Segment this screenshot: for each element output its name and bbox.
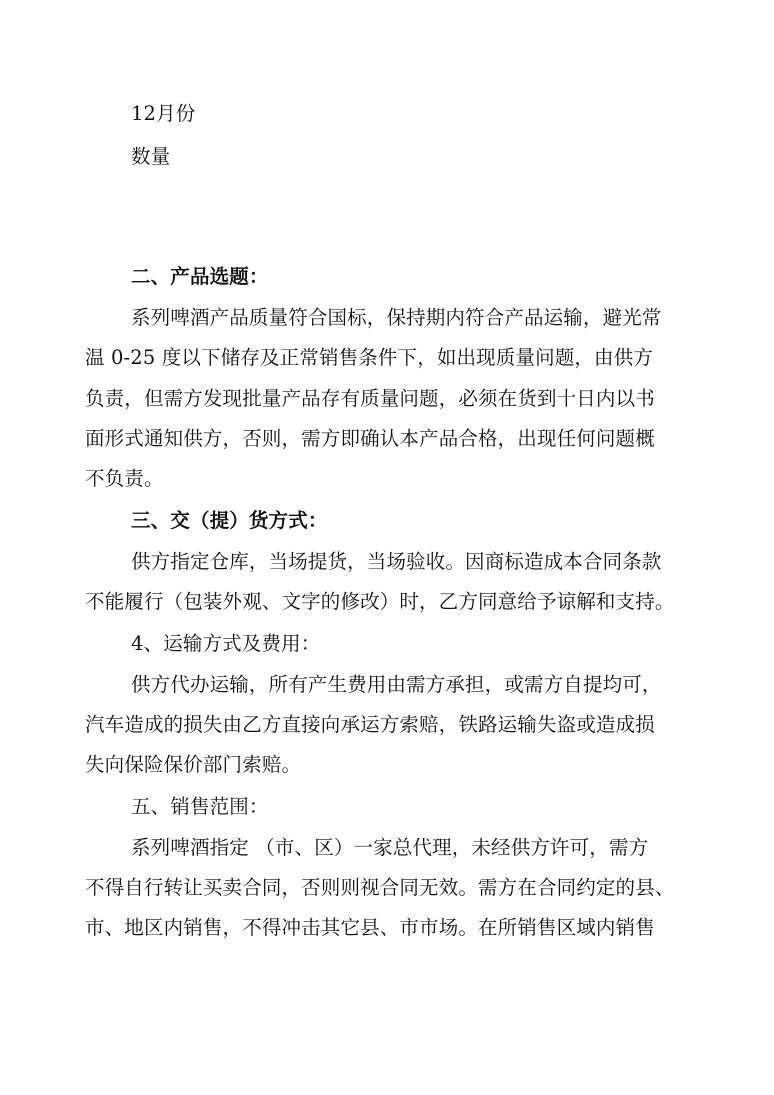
section-4-line-3: 失向保险保价部门索赔。 bbox=[85, 753, 302, 776]
section-4-heading: 4、运输方式及费用： bbox=[131, 632, 321, 655]
section-2-line-4: 面形式通知供方，否则，需方即确认本产品合格，出现任何问题概 bbox=[85, 427, 655, 450]
section-5-line-1: 系列啤酒指定 （市、区）一家总代理，未经供方许可，需方 bbox=[131, 836, 649, 859]
section-2-heading: 二、产品选题： bbox=[131, 265, 269, 288]
section-2-line-2: 温 0-25 度以下储存及正常销售条件下，如出现质量问题，由供方 bbox=[85, 346, 654, 369]
section-3-heading: 三、交（提）货方式： bbox=[131, 509, 328, 532]
section-5-line-3: 市、地区内销售，不得冲击其它县、市市场。在所销售区域内销售 bbox=[85, 916, 655, 939]
section-4-line-2: 汽车造成的损失由乙方直接向承运方索赔，铁路运输失盗或造成损 bbox=[85, 713, 655, 736]
section-5-line-2: 不得自行转让买卖合同，否则则视合同无效。需方在合同约定的县、 bbox=[85, 876, 675, 899]
section-2-line-1: 系列啤酒产品质量符合国标，保持期内符合产品运输，避光常 bbox=[131, 306, 662, 329]
section-3-line-2: 不能履行（包装外观、文字的修改）时，乙方同意给予谅解和支持。 bbox=[85, 590, 675, 613]
section-4-line-1: 供方代办运输，所有产生费用由需方承担，或需方自提均可， bbox=[131, 673, 662, 696]
section-2-line-5: 不负责。 bbox=[85, 467, 164, 490]
quantity-label: 数量 bbox=[131, 145, 171, 168]
section-3-line-1: 供方指定仓库，当场提货，当场验收。因商标造成本合同条款 bbox=[131, 550, 662, 573]
section-2-line-3: 负责，但需方发现批量产品存有质量问题，必须在货到十日内以书 bbox=[85, 387, 655, 410]
month-label: 12月份 bbox=[131, 102, 196, 125]
section-5-heading: 五、销售范围： bbox=[131, 795, 269, 818]
